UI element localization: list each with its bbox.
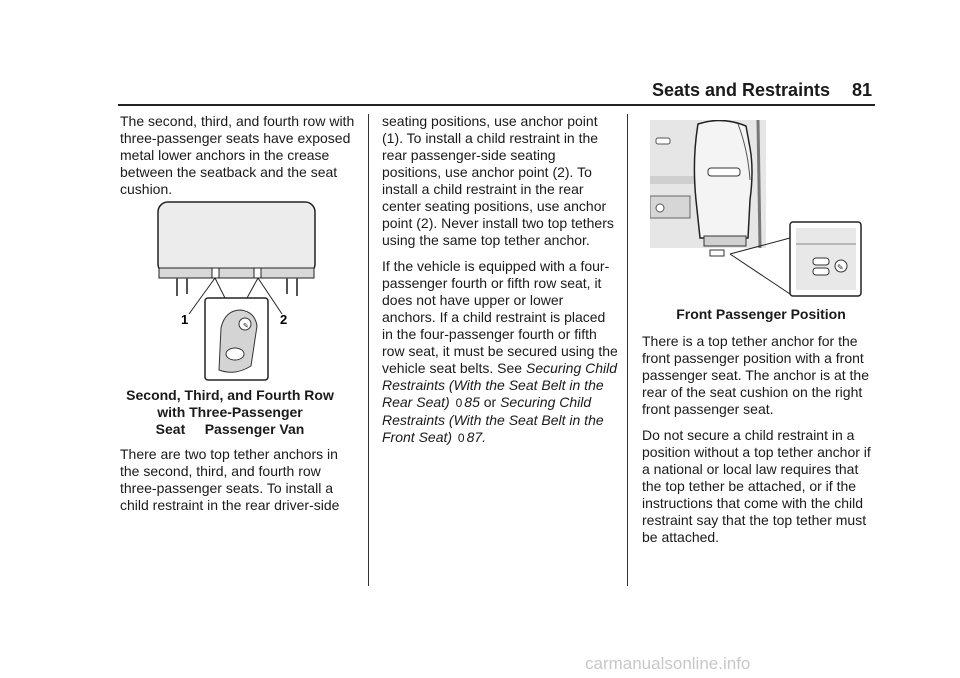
col1-paragraph-2: There are two top tether anchors in the second, third, and fourth row three-passenger seats. To install a child restraint in the rear driver-side — [120, 446, 340, 513]
page-header-title: Seats and Restraints — [652, 80, 831, 100]
caption-line-2: with Three-Passenger — [157, 404, 303, 420]
col1-figure-caption — [120, 387, 340, 438]
header-rule — [118, 104, 875, 106]
col2-paragraph-2-text: If the vehicle is equipped with a four-passenger fourth or fifth row seat, it does not have upper or lower anchors. If a child restraint is placed in the four-passenger fourth or fifth row seat, it must be secured using the vehicle seat belts. See — [382, 258, 618, 376]
page-ref-87[interactable]: 87. — [466, 429, 487, 445]
column-3 — [642, 306, 880, 555]
svg-text:✎: ✎ — [243, 322, 249, 330]
page-number: 81 — [852, 80, 873, 100]
page-ref-icon: 0 — [455, 396, 463, 410]
svg-text:✎: ✎ — [837, 263, 844, 272]
anchor-label-2: 2 — [280, 312, 288, 327]
watermark: carmanualsonline.info — [585, 654, 751, 673]
front-passenger-caption: Front Passenger Position — [676, 306, 846, 322]
column-2 — [382, 113, 618, 456]
rear-seat-anchor-illustration — [155, 198, 318, 382]
col2-paragraph-2 — [382, 258, 618, 447]
caption-line-1: Second, Third, and Fourth Row — [126, 387, 334, 403]
or-word: or — [483, 394, 497, 410]
column-divider-left — [368, 114, 369, 586]
anchor-label-1: 1 — [181, 312, 189, 327]
page-ref-85[interactable]: 85 — [464, 394, 480, 410]
col3-paragraph-1: There is a top tether anchor for the front passenger position with a front passenger seat. The anchor is at the rear of the seat cushion on the right front passenger seat. — [642, 333, 869, 417]
caption-line-3: Seat Passenger Van — [155, 421, 305, 437]
front-passenger-seat-illustration — [650, 120, 863, 298]
col3-paragraph-2: Do not secure a child restraint in a position without a top tether anchor if a national or local law requires that the top tether be attached, or if the instructions that come with the child restraint say that the top tether must be attached. — [642, 427, 871, 545]
page-ref-icon: 0 — [457, 431, 465, 445]
col2-paragraph-1: seating positions, use anchor point (1). To install a child restraint in the rear passenger-side seating positions, use anchor point (2). To install a child restraint in the rear center seating positions, use anchor point (2). Never install two top tethers using the same top tether anchor. — [382, 113, 614, 248]
cross-reference-rear-seat[interactable]: Securing Child Restraints (With the Seat Belt in the Rear Seat) — [382, 360, 618, 410]
column-divider-right — [627, 114, 628, 586]
cross-reference-front-seat[interactable]: Securing Child Restraints (With the Seat Belt in the Front Seat) — [382, 394, 604, 445]
col1-paragraph-1: The second, third, and fourth row with three-passenger seats have exposed metal lower anchors in the crease between the seatback and the seat cushion. — [120, 113, 355, 197]
